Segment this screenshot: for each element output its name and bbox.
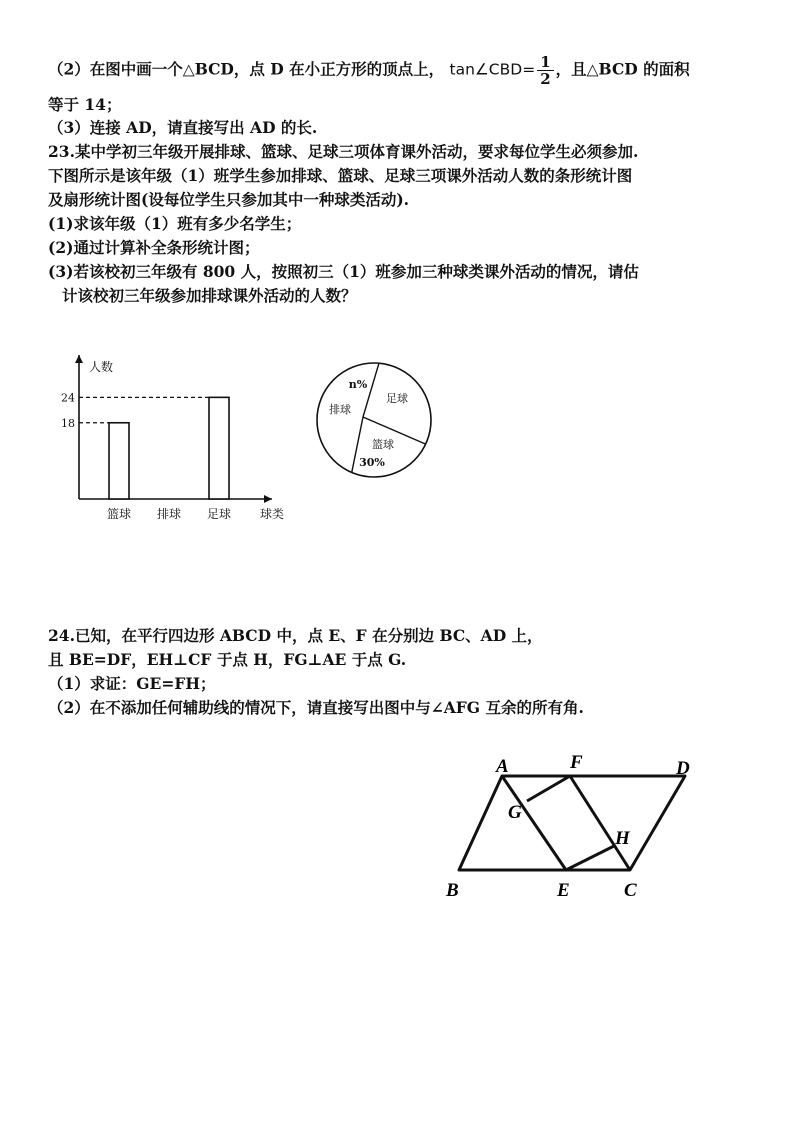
q22-part3: （3）连接 AD，请直接写出 AD 的长.	[48, 118, 318, 137]
segment-fg	[527, 776, 570, 801]
q22-part2	[48, 54, 690, 87]
y-tick-label: 18	[61, 416, 75, 430]
label-d: D	[676, 758, 690, 779]
q24-line1: 24.已知，在平行四边形 ABCD 中，点 E、F 在分别边 BC、AD 上，	[48, 626, 543, 645]
x-axis-arrow	[264, 495, 272, 503]
q24-line2: 且 BE=DF，EH⊥CF 于点 H，FG⊥AE 于点 G.	[48, 650, 407, 669]
label-f: F	[570, 752, 583, 773]
bar-chart	[50, 345, 285, 525]
segment-ae	[502, 776, 566, 870]
bar-chart-marks	[61, 355, 284, 521]
q23-line3: 及扇形统计图(设每位学生只参加其中一种球类活动).	[48, 190, 410, 209]
label-c: C	[624, 880, 637, 901]
pie-chart	[312, 362, 442, 482]
x-tick-label: 排球	[156, 507, 182, 521]
label-b: B	[446, 880, 459, 901]
q23-line2: 下图所示是该年级（1）班学生参加排球、篮球、足球三项课外活动人数的条形统计图	[48, 166, 633, 185]
fraction-numerator: 1	[537, 54, 553, 71]
y-tick-label: 24	[61, 391, 75, 405]
q23-sub3-line2: 计该校初三年级参加排球课外活动的人数？	[62, 286, 357, 305]
q22-part2-before: （2）在图中画一个△BCD，点 D 在小正方形的顶点上，	[48, 59, 445, 79]
q22-tan-text: tan∠CBD=	[449, 60, 536, 79]
pie-slice-label: 足球	[386, 392, 408, 405]
x-tick-label: 篮球	[106, 507, 132, 521]
label-h: H	[615, 828, 630, 849]
q23-sub2: (2)通过计算补全条形统计图；	[48, 238, 260, 257]
q22-fraction	[537, 54, 553, 87]
pie-slice-label: 排球	[329, 403, 351, 416]
x-tick-label: 足球	[206, 507, 232, 521]
parallelogram-abcd	[459, 776, 685, 870]
x-axis-label: 球类	[260, 507, 285, 521]
pie-slice-value: 30%	[359, 456, 385, 469]
label-a: A	[496, 756, 509, 777]
pie-slice-label: 篮球	[372, 438, 394, 451]
fraction-denominator: 2	[540, 70, 551, 88]
segment-eh	[566, 846, 614, 870]
q23-sub3-line1: (3)若该校初三年级有 800 人，按照初三（1）班参加三种球类课外活动的情况，请估	[48, 262, 639, 281]
label-e: E	[557, 880, 570, 901]
pie-chart-marks	[317, 363, 431, 477]
pie-slice-value: n%	[348, 378, 368, 391]
parallelogram-figure	[440, 748, 720, 908]
y-axis-label: 人数	[89, 360, 114, 374]
segment-cf	[570, 776, 630, 870]
q23-line1: 23.某中学初三年级开展排球、篮球、足球三项体育课外活动，要求每位学生必须参加.	[48, 142, 639, 161]
label-g: G	[508, 802, 522, 823]
q23-sub1: (1)求该年级（1）班有多少名学生；	[48, 214, 302, 233]
q22-part2-after: ，且△BCD 的面积	[555, 59, 690, 79]
q24-sub2: （2）在不添加任何辅助线的情况下，请直接写出图中与∠AFG 互余的所有角.	[48, 698, 584, 717]
q22-part2-cont: 等于 14；	[48, 95, 122, 114]
bar	[109, 423, 129, 499]
q24-sub1: （1）求证：GE=FH；	[48, 674, 216, 693]
y-axis-arrow	[75, 355, 83, 363]
bar	[209, 397, 229, 499]
